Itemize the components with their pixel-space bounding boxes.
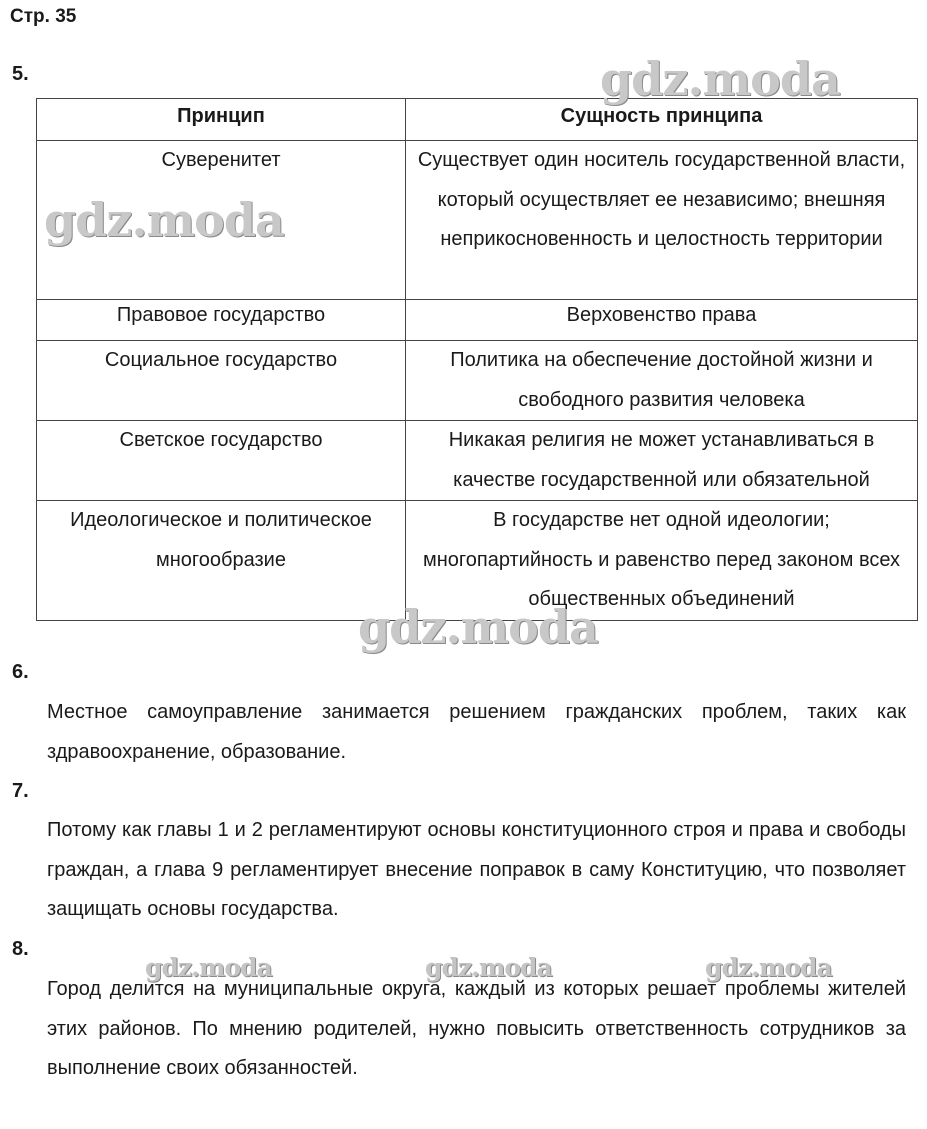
watermark-logo: gdz.moda [358,600,598,654]
table-row [37,421,918,501]
watermark-logo: gdz.moda [425,953,552,982]
essence-cell: Верховенство права [406,300,918,341]
watermark-logo: gdz.moda [705,953,832,982]
table-row [37,300,918,341]
principle-cell: Правовое государство [37,300,406,341]
principle-cell: Идеологическое и политическое многообразие [37,501,406,621]
table-row [37,341,918,421]
task-number-5: 5. [12,63,29,85]
task-number-7: 7. [12,780,29,802]
answer-8-text: Город делится на муниципальные округа, каждый из которых решает проблемы жителей этих районов. По мнению родителей, нужно повысить ответственность сотрудников за выполнение своих обязанностей. [47,978,906,1079]
task-number-6: 6. [12,661,29,683]
page-number: Стр. 35 [10,6,77,27]
essence-cell: В государстве нет одной идеологии; многопартийность и равенство перед законом всех общественных объединений [406,501,918,621]
essence-cell: Политика на обеспечение достойной жизни и свободного развития человека [406,341,918,421]
table-header-essence: Сущность принципа [406,99,918,141]
answer-6-text: Местное самоуправление занимается решением гражданских проблем, таких как здравоохранение, образование. [47,701,906,763]
watermark-logo: gdz.moda [44,193,284,247]
table-row [37,141,918,300]
table-header-principle: Принцип [37,99,406,141]
principles-table [36,98,918,621]
principle-cell: Светское государство [37,421,406,501]
essence-cell: Существует один носитель государственной власти, который осуществляет ее независимо; внешняя неприкосновенность и целостность территории [406,141,918,300]
answer-7-text: Потому как главы 1 и 2 регламентируют основы конституционного строя и права и свободы граждан, а глава 9 регламентирует внесение поправок в саму Конституцию, что позволяет защищать основы государства. [47,819,906,920]
table-row [37,501,918,621]
essence-cell: Никакая религия не может устанавливаться в качестве государственной или обязательной [406,421,918,501]
task-number-8: 8. [12,938,29,960]
watermark-logo: gdz.moda [600,52,840,106]
watermark-logo: gdz.moda [145,953,272,982]
principle-cell: Социальное государство [37,341,406,421]
principle-cell: Суверенитет [37,141,406,300]
